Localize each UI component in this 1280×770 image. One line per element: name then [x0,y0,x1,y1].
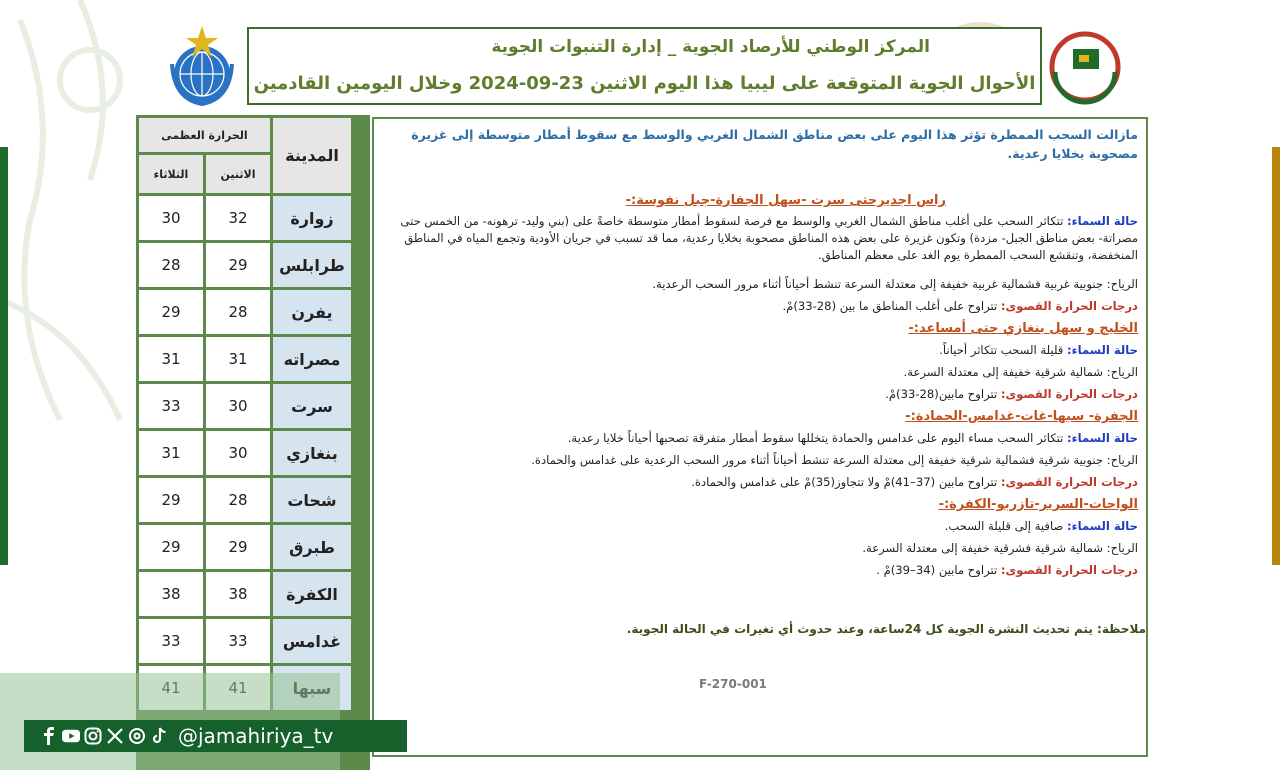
sky-condition [945,519,1138,533]
max-temperature [782,299,1138,313]
tuesday-temp: 29 [139,290,203,334]
sky-condition [568,431,1138,445]
temp-label: درجات الحرارة القصوى: [1000,299,1138,313]
city-column-header: المدينة [273,118,351,193]
report-header [247,27,1042,105]
city-name: بنغازي [273,431,351,475]
sky-text: قليلة السحب تتكاثر أحياناً. [939,343,1064,357]
city-name: مصراته [273,337,351,381]
tuesday-temp: 38 [139,572,203,616]
sky-condition [939,343,1138,357]
monday-temp: 28 [206,478,270,522]
monday-temp: 32 [206,196,270,240]
instagram-icon[interactable] [84,727,102,745]
tuesday-temp: 29 [139,478,203,522]
tuesday-temp: 31 [139,337,203,381]
tuesday-column-header: الثلاثاء [139,155,203,193]
table-row [139,337,351,381]
sky-label: حالة السماء: [1067,214,1138,228]
region-title: الجفرة- سبها-غات-غدامس-الحمادة:- [905,409,1138,424]
monday-temp: 33 [206,619,270,663]
temperature-table-panel [136,115,370,770]
tuesday-temp: 31 [139,431,203,475]
sky-text: صافية إلى قليلة السحب. [944,519,1064,533]
temp-text: تتراوح مابين(28-33)مْ. [885,387,998,401]
monday-temp: 30 [206,384,270,428]
wmo-logo-icon [160,24,244,108]
temp-label: درجات الحرارة القصوى: [1000,563,1138,577]
monday-temp: 29 [206,243,270,287]
social-media-bar [24,720,407,752]
table-row [139,478,351,522]
social-handle[interactable]: @jamahiriya_tv [178,724,334,748]
wind-condition: الرياح: شمالية شرقية خفيفة إلى معتدلة السرعة. [903,365,1138,379]
tuesday-temp: 28 [139,243,203,287]
right-accent-bar [1272,147,1280,565]
table-row [139,196,351,240]
temp-label: درجات الحرارة القصوى: [1000,475,1138,489]
monday-temp: 28 [206,290,270,334]
table-row [139,619,351,663]
tuesday-temp: 33 [139,384,203,428]
city-name: شحات [273,478,351,522]
ncm-logo-icon [1045,27,1125,107]
threads-icon[interactable] [128,727,146,745]
sky-condition [394,213,1138,264]
sky-label: حالة السماء: [1067,519,1138,533]
monday-temp: 30 [206,431,270,475]
city-name: طبرق [273,525,351,569]
facebook-icon[interactable] [40,727,58,745]
wind-condition: الرياح: جنوبية غربية فشمالية غربية خفيفة إلى معتدلة السرعة تنشط أحياناً أثناء مرور السحب الرعدية. [652,277,1138,291]
organization-title: المركز الوطني للأرصاد الجوية _ إدارة التنبوات الجوية [491,37,930,57]
temp-text: تتراوح مابين (37–41)مْ ولا تتجاوز(35)مْ على غدامس والحمادة. [691,475,998,489]
table-row [139,431,351,475]
table-row [139,525,351,569]
city-name: سرت [273,384,351,428]
wind-condition: الرياح: شمالية شرقية فشرقية خفيفة إلى معتدلة السرعة. [862,541,1138,555]
tuesday-temp: 29 [139,525,203,569]
forecast-intro: مازالت السحب الممطرة تؤثر هذا اليوم على بعض مناطق الشمال الغربي والوسط مع سقوط أمطار متوسطة إلى غزيرة مصحوبة بخلايا رعدية. [411,127,1138,161]
form-code: F-270-001 [699,677,767,691]
tiktok-icon[interactable] [150,727,168,745]
city-name: الكفرة [273,572,351,616]
report-title: الأحوال الجوية المتوقعة على ليبيا هذا اليوم الاثنين 23-09-2024 وخلال اليومين القادمين [253,73,1036,94]
table-row [139,243,351,287]
monday-temp: 38 [206,572,270,616]
region-title: الخليج و سهل بنغازي حتى أمساعد:- [908,321,1138,336]
max-temp-header: الحرارة العظمى [139,118,270,152]
city-name: يفرن [273,290,351,334]
sky-text: تتكاثر السحب مساء اليوم على غدامس والحمادة يتخللها سقوط أمطار متفرقة تصحبها أحياناً خلايا رعدية. [567,431,1064,445]
sky-text: تتكاثر السحب على أغلب مناطق الشمال الغربي والوسط مع فرصة لسقوط أمطار متوسطة خاصةً على (بني وليد- ترهونه- من الخمس حتى مصراتة- بعض مناطق الجبل- مزدة) وتكون غزيرة على بعض هذه المناطق مصحوبة بخلايا رعدية، مما قد تسبب في جريان الأودية وتجمع المياه في المناطق المنخفضة، وتنقشع السحب الممطرة يوم الغد على معظم المناطق. [400,214,1138,262]
monday-column-header: الاثنين [206,155,270,193]
wind-condition: الرياح: جنوبية شرقية فشمالية شرقية خفيفة إلى معتدلة السرعة تنشط أحياناً أثناء مرور السحب الرعدية على غدامس والحمادة. [531,453,1138,467]
left-accent-bar [0,147,8,565]
city-name: غدامس [273,619,351,663]
temperature-table [136,115,354,713]
monday-temp: 29 [206,525,270,569]
region-title: راس اجديرحتى سرت -سهل الجفارة-جبل نفوسة:- [625,193,946,208]
youtube-icon[interactable] [62,727,80,745]
temp-text: تتراوح على أغلب المناطق ما بين (28-33)مْ. [782,299,998,313]
max-temperature [885,387,1138,401]
sky-label: حالة السماء: [1067,431,1138,445]
tuesday-temp: 33 [139,619,203,663]
tuesday-temp: 30 [139,196,203,240]
table-row [139,384,351,428]
max-temperature [876,563,1138,577]
max-temperature [691,475,1138,489]
city-name: طرابلس [273,243,351,287]
region-title: الواحات-السرير-تازربو-الكفرة:- [938,497,1138,512]
table-row [139,290,351,334]
monday-temp: 31 [206,337,270,381]
temp-text: تتراوح مابين (34–39)مْ . [876,563,998,577]
table-row [139,572,351,616]
update-note: ملاحظة: يتم تحديث النشرة الجوية كل 24ساعة، وعند حدوث أي تغيرات في الحالة الجوية. [626,622,1146,636]
sky-label: حالة السماء: [1067,343,1138,357]
temp-label: درجات الحرارة القصوى: [1000,387,1138,401]
city-name: زوارة [273,196,351,240]
x-icon[interactable] [106,727,124,745]
forecast-panel [372,117,1148,757]
